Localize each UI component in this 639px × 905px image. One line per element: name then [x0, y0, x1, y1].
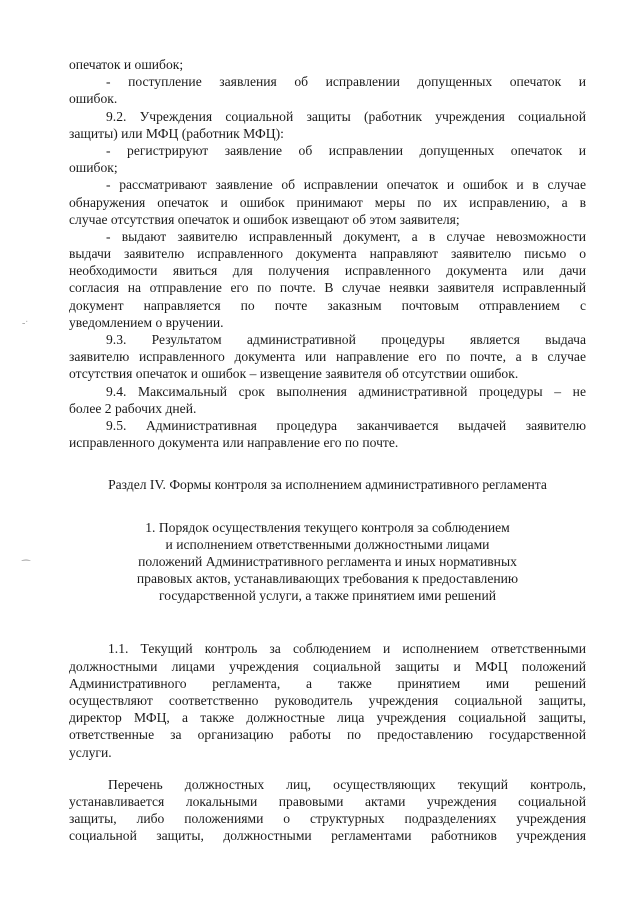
text-line: уведомлением о вручении.: [69, 314, 224, 330]
text-line: ответственные за организацию работы по предоставлению государственной: [69, 727, 586, 743]
text-line: - поступление заявления об исправлении допущенных опечаток и: [106, 74, 586, 90]
text-line: опечаток и ошибок;: [69, 57, 184, 72]
document-page: [69, 56, 586, 845]
subsection-title-line: государственной услуги, а также принятием ими решений: [159, 588, 496, 604]
text-line: социальной защиты, должностными регламентами работников учреждения: [69, 828, 586, 844]
subsection-title-line: положений Административного регламента и иных нормативных: [138, 553, 517, 569]
text-line: осуществляют соответственно руководитель учреждения социальной защиты,: [69, 693, 586, 709]
paragraph-1-1: [69, 640, 586, 760]
paragraph-list-of-officials: [69, 776, 586, 845]
text-line: случае отсутствия опечаток и ошибок извещают об этом заявителя;: [69, 211, 460, 227]
subsection-title: [69, 519, 586, 605]
text-line: услуги.: [69, 744, 112, 760]
text-line: необходимости явиться для получения исправленного документа или дачи: [69, 263, 586, 279]
text-line: выдачи заявителю исправленного документа направляют заявителю письмо о: [69, 246, 586, 262]
text-line: устанавливается локальными правовыми актами учреждения социальной: [69, 793, 586, 809]
text-line: - выдают заявителю исправленный документ, а в случае невозможности: [106, 228, 586, 244]
text-line: директор МФЦ, а также должностные лица учреждения социальной защиты,: [69, 710, 586, 726]
text-line: более 2 рабочих дней.: [69, 400, 197, 416]
scan-artifact: ⁀: [22, 561, 31, 572]
text-line: документ направляется по почте заказным почтовым отправлением с: [69, 297, 586, 313]
text-line: ошибок.: [69, 91, 118, 107]
subsection-title-line: 1. Порядок осуществления текущего контроля за соблюдением: [145, 519, 510, 535]
section-9-text: [69, 56, 586, 451]
subsection-title-line: правовых актов, устанавливающих требования к предоставлению: [136, 571, 519, 587]
subsection-title-line: и исполнением ответственными должностными лицами: [165, 536, 490, 552]
text-line: заявителю исправленного документа или направление его по почте, а в случае: [69, 349, 586, 365]
scan-artifact: ‐ˑ: [22, 318, 29, 329]
text-line: согласия на отправление его по почте. В случае неявки заявителя исправленный: [69, 280, 586, 296]
text-line: ошибок;: [69, 160, 118, 176]
text-line: - регистрируют заявление об исправлении допущенных опечаток и: [106, 142, 586, 158]
text-line: отсутствия опечаток и ошибок – извещение заявителя об отсутствии ошибок.: [69, 366, 519, 382]
text-line: 9.2. Учреждения социальной защиты (работник учреждения социальной: [106, 108, 586, 124]
section-title: Раздел IV. Формы контроля за исполнением административного регламента: [108, 477, 547, 493]
text-line: 9.3. Результатом административной процедуры является выдача: [106, 332, 586, 347]
text-line: защиты) или МФЦ (работник МФЦ):: [69, 125, 284, 141]
text-line: 9.4. Максимальный срок выполнения административной процедуры – не: [106, 383, 586, 399]
text-line: 1.1. Текущий контроль за соблюдением и исполнением ответственными: [108, 641, 586, 657]
text-line: Административного регламента, а также принятием ими решений: [69, 675, 586, 691]
text-line: 9.5. Административная процедура заканчивается выдачей заявителю: [106, 417, 586, 433]
text-line: исправленного документа или направление его по почте.: [69, 435, 399, 451]
text-line: Перечень должностных лиц, осуществляющих текущий контроль,: [108, 776, 586, 792]
text-line: должностными лицами учреждения социальной защиты и МФЦ положений: [69, 658, 586, 674]
text-line: - рассматривают заявление об исправлении опечаток и ошибок и в случае: [106, 177, 586, 193]
text-line: обнаружения опечаток и ошибок принимают меры по их исправлению, а в: [69, 194, 586, 210]
text-line: защиты, либо положениями о структурных подразделениях учреждения: [69, 811, 586, 827]
